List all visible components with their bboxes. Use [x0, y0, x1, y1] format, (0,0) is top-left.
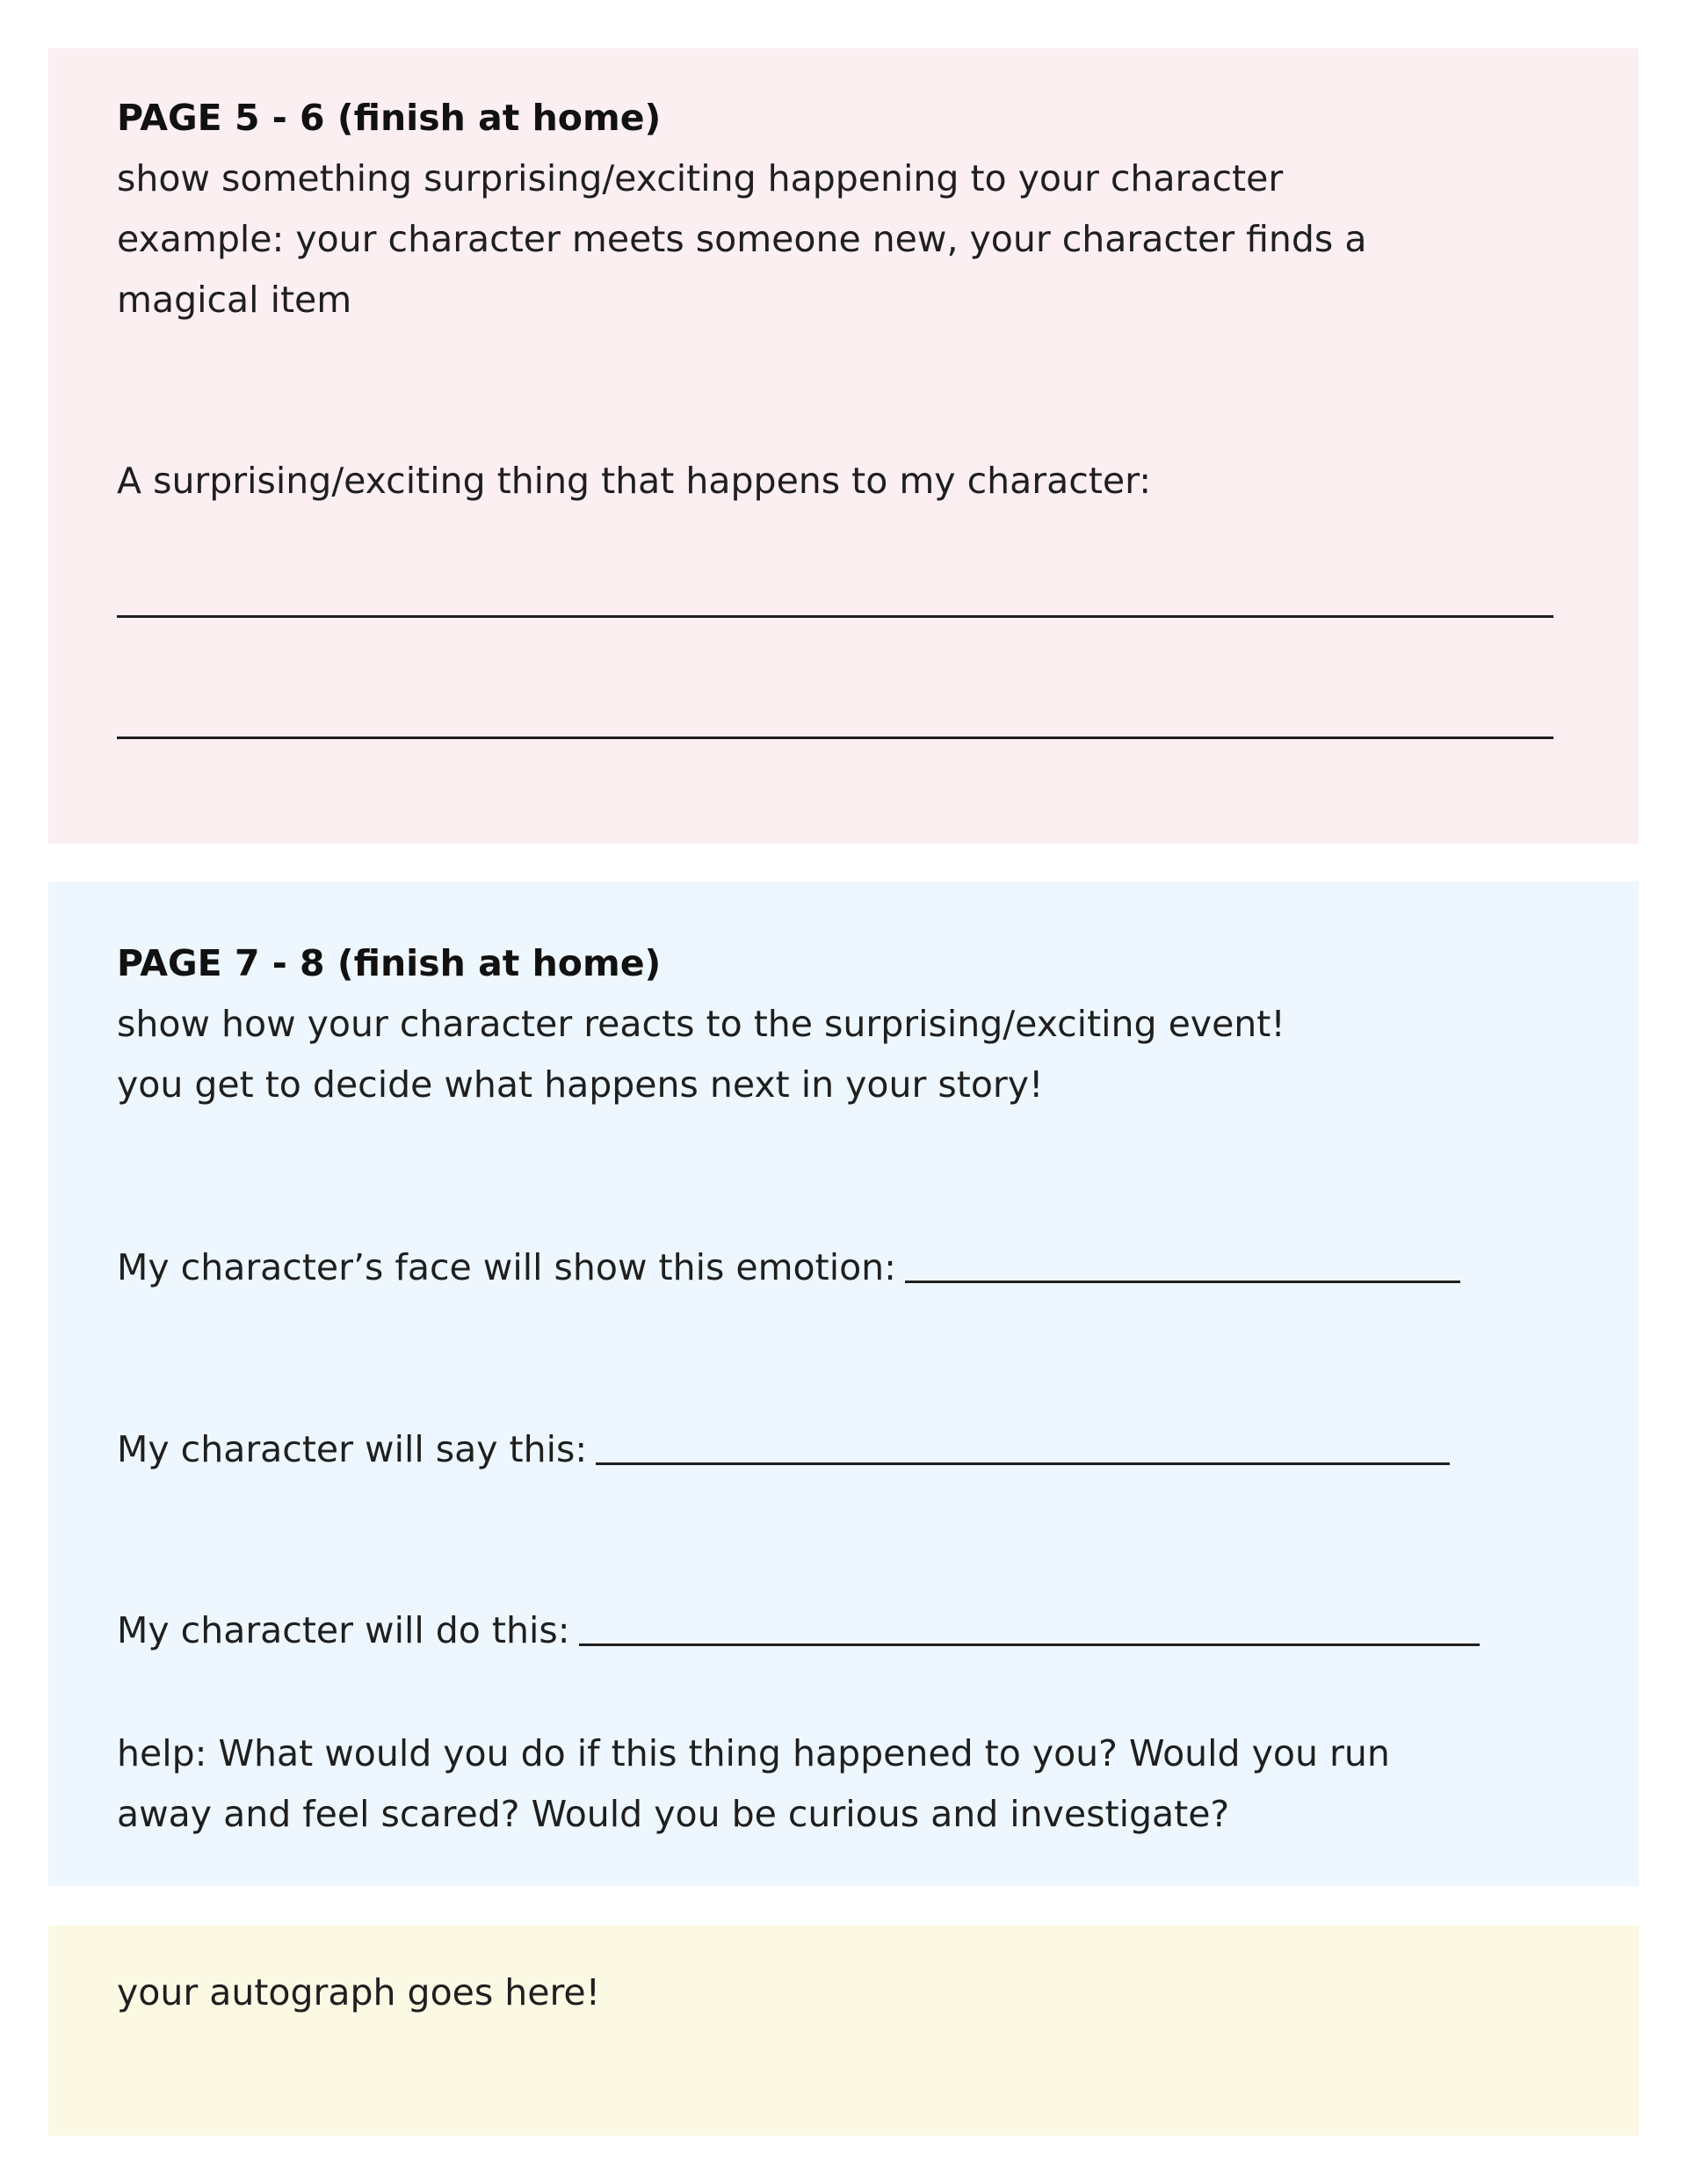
emotion-prompt: My character’s face will show this emotion: [117, 1246, 896, 1288]
do-answer-line[interactable] [579, 1643, 1480, 1646]
instruction-line: show how your character reacts to the surprising/exciting event! [117, 1003, 1285, 1045]
instruction-line: example: your character meets someone new, your character finds a [117, 218, 1367, 260]
instruction-line: show something surprising/exciting happening to your character [117, 157, 1284, 200]
instruction-line: magical item [117, 279, 352, 321]
do-prompt-row [117, 1600, 1480, 1660]
say-prompt: My character will say this: [117, 1428, 588, 1470]
instruction-line: you get to decide what happens next in your story! [117, 1063, 1044, 1106]
section-heading: PAGE 7 - 8 (finish at home) [117, 942, 662, 984]
page-5-6-section [48, 48, 1639, 844]
answer-line-2[interactable] [117, 736, 1553, 739]
section-heading: PAGE 5 - 6 (finish at home) [117, 97, 662, 139]
surprising-thing-prompt: A surprising/exciting thing that happens to my character: [117, 460, 1152, 502]
say-prompt-row [117, 1419, 1450, 1479]
page-7-8-section [48, 882, 1639, 1886]
help-text-line: away and feel scared? Would you be curious and investigate? [117, 1793, 1230, 1835]
emotion-answer-line[interactable] [905, 1281, 1460, 1283]
do-prompt: My character will do this: [117, 1609, 570, 1651]
autograph-section[interactable] [48, 1926, 1639, 2136]
help-text-line: help: What would you do if this thing happened to you? Would you run [117, 1732, 1390, 1774]
autograph-label: your autograph goes here! [117, 1971, 601, 2013]
answer-line-1[interactable] [117, 615, 1553, 618]
emotion-prompt-row [117, 1237, 1460, 1297]
say-answer-line[interactable] [596, 1462, 1450, 1465]
